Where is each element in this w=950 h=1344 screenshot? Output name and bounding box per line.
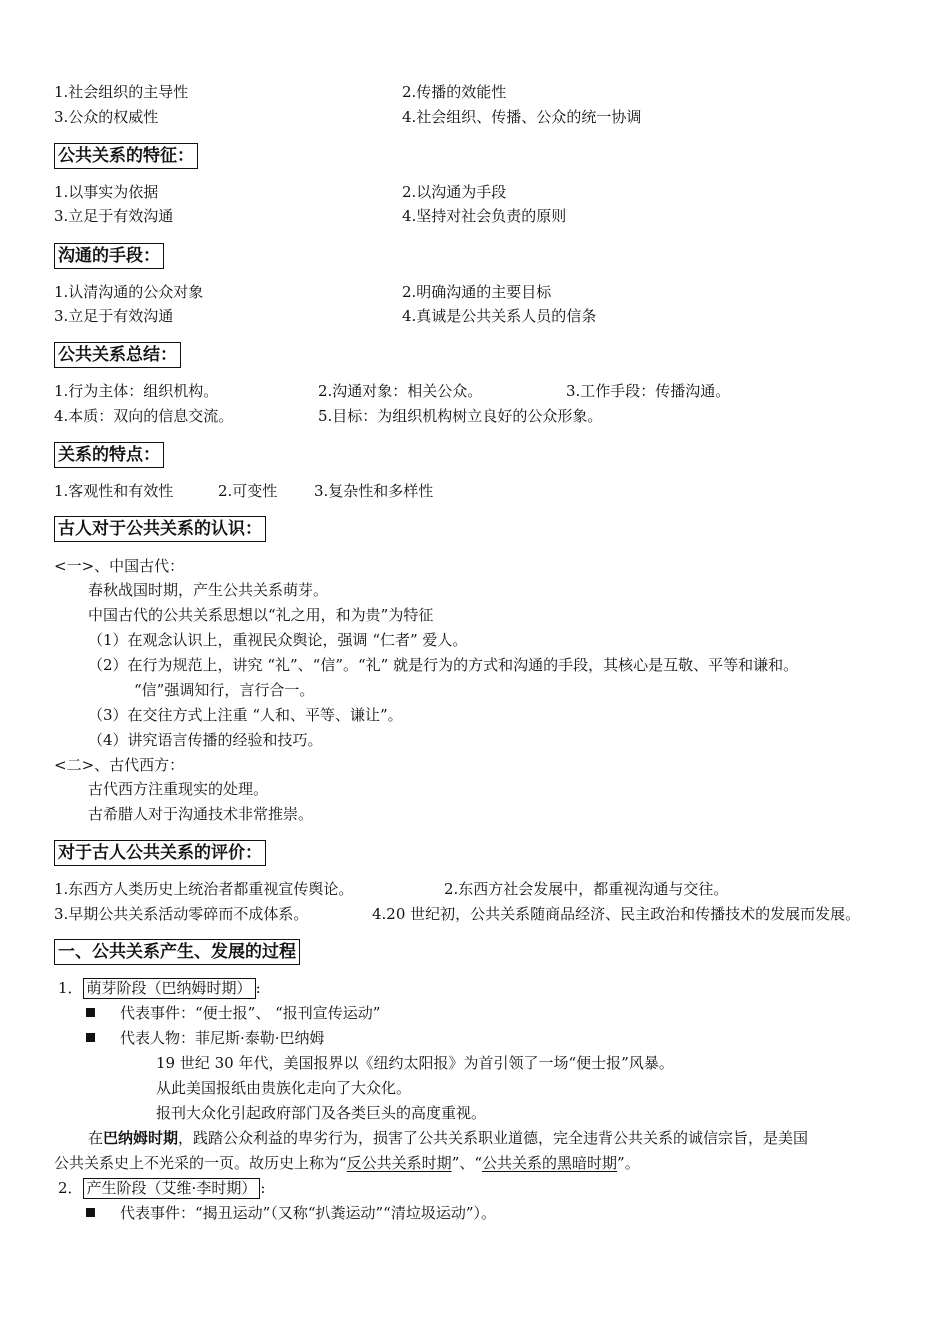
stage-2-event: 代表事件：“揭丑运动”（又称“扒粪运动”“清垃圾运动”）。 bbox=[120, 1204, 497, 1222]
stage-1-heading bbox=[58, 978, 261, 999]
means-item: 4.真诚是公共关系人员的信条 bbox=[402, 307, 597, 325]
stage-1-detail: 从此美国报纸由贵族化走向了大众化。 bbox=[156, 1079, 412, 1097]
stage-1-event: 代表事件：“便士报”、 “报刊宣传运动” bbox=[120, 1004, 381, 1022]
stage-1-paragraph-line-1: 在巴纳姆时期，践踏公众利益的卑劣行为，损害了公共关系职业道德，完全违背公共关系的诚信宗旨，是美国 bbox=[88, 1129, 809, 1147]
means-item: 3.立足于有效沟通 bbox=[54, 307, 174, 325]
ancient-china-line: 中国古代的公共关系思想以“礼之用，和为贵”为特征 bbox=[88, 606, 434, 624]
feature-item: 3.立足于有效沟通 bbox=[54, 207, 174, 225]
summary-item: 3.工作手段：传播沟通。 bbox=[566, 382, 731, 400]
relation-trait-item: 3.复杂性和多样性 bbox=[314, 482, 434, 500]
relation-trait-item: 1.客观性和有效性 bbox=[54, 482, 174, 500]
stage-title: 产生阶段（艾维·李时期） bbox=[83, 1178, 261, 1199]
evaluation-item: 2.东西方社会发展中，都重视沟通与交往。 bbox=[444, 880, 729, 898]
means-item: 1.认清沟通的公众对象 bbox=[54, 283, 204, 301]
section-heading-development: 一、公共关系产生、发展的过程 bbox=[54, 939, 300, 965]
principle-item: 2.传播的效能性 bbox=[402, 83, 507, 101]
stage-1-detail: 19 世纪 30 年代，美国报界以《纽约太阳报》为首引领了一场“便士报”风暴。 bbox=[156, 1054, 674, 1072]
section-heading-evaluation: 对于古人公共关系的评价： bbox=[54, 840, 266, 866]
section-heading-summary: 公共关系总结： bbox=[54, 342, 181, 368]
stage-2-heading bbox=[58, 1178, 265, 1199]
stage-colon: : bbox=[255, 979, 261, 997]
evaluation-item: 3.早期公共关系活动零碎而不成体系。 bbox=[54, 905, 309, 923]
principle-item: 3.公众的权威性 bbox=[54, 108, 159, 126]
feature-item: 1.以事实为依据 bbox=[54, 183, 159, 201]
principle-item: 4.社会组织、传播、公众的统一协调 bbox=[402, 108, 642, 126]
square-bullet-icon bbox=[86, 1208, 95, 1217]
ancient-west-title: <二>、古代西方： bbox=[54, 756, 185, 774]
ancient-china-title: <一>、中国古代： bbox=[54, 557, 185, 575]
stage-title: 萌芽阶段（巴纳姆时期） bbox=[83, 978, 256, 999]
feature-item: 2.以沟通为手段 bbox=[402, 183, 507, 201]
ancient-china-line: （2）在行为规范上，讲究 “礼”、“信”。“礼” 就是行为的方式和沟通的手段，其核心是互敬、平等和谦和。 bbox=[88, 656, 799, 674]
stage-number: 1． bbox=[58, 979, 83, 997]
relation-trait-item: 2.可变性 bbox=[218, 482, 278, 500]
summary-item: 2.沟通对象：相关公众。 bbox=[318, 382, 483, 400]
summary-item: 4.本质：双向的信息交流。 bbox=[54, 407, 234, 425]
section-heading-features: 公共关系的特征： bbox=[54, 143, 198, 169]
ancient-china-line: （4）讲究语言传播的经验和技巧。 bbox=[88, 731, 323, 749]
dark-period-term: 公共关系的黑暗时期 bbox=[482, 1154, 618, 1172]
square-bullet-icon bbox=[86, 1008, 95, 1017]
feature-item: 4.坚持对社会负责的原则 bbox=[402, 207, 567, 225]
ancient-china-line: “信”强调知行，言行合一。 bbox=[134, 681, 315, 699]
evaluation-item: 4.20 世纪初，公共关系随商品经济、民主政治和传播技术的发展而发展。 bbox=[372, 905, 861, 923]
anti-pr-period-term: 反公共关系时期 bbox=[346, 1154, 452, 1172]
stage-colon: : bbox=[260, 1179, 266, 1197]
ancient-china-line: （1）在观念认识上，重视民众舆论，强调 “仁者” 爱人。 bbox=[88, 631, 468, 649]
section-heading-means: 沟通的手段： bbox=[54, 243, 164, 269]
ancient-west-line: 古代西方注重现实的处理。 bbox=[88, 780, 269, 798]
means-item: 2.明确沟通的主要目标 bbox=[402, 283, 552, 301]
stage-1-person: 代表人物：菲尼斯·泰勒·巴纳姆 bbox=[120, 1029, 325, 1047]
principle-item: 1.社会组织的主导性 bbox=[54, 83, 189, 101]
stage-number: 2． bbox=[58, 1179, 83, 1197]
section-heading-relation-traits: 关系的特点： bbox=[54, 442, 164, 468]
section-heading-ancient: 古人对于公共关系的认识： bbox=[54, 516, 266, 542]
barnum-period-term: 巴纳姆时期 bbox=[103, 1129, 179, 1147]
ancient-china-line: 春秋战国时期，产生公共关系萌芽。 bbox=[88, 581, 329, 599]
square-bullet-icon bbox=[86, 1033, 95, 1042]
stage-1-paragraph-line-2: 公共关系史上不光采的一页。故历史上称为“反公共关系时期”、“公共关系的黑暗时期”。 bbox=[54, 1154, 640, 1172]
summary-item: 5.目标：为组织机构树立良好的公众形象。 bbox=[318, 407, 603, 425]
summary-item: 1.行为主体：组织机构。 bbox=[54, 382, 219, 400]
ancient-china-line: （3）在交往方式上注重 “人和、平等、谦让”。 bbox=[88, 706, 403, 724]
evaluation-item: 1.东西方人类历史上统治者都重视宣传舆论。 bbox=[54, 880, 354, 898]
ancient-west-line: 古希腊人对于沟通技术非常推崇。 bbox=[88, 805, 314, 823]
stage-1-detail: 报刊大众化引起政府部门及各类巨头的高度重视。 bbox=[156, 1104, 487, 1122]
